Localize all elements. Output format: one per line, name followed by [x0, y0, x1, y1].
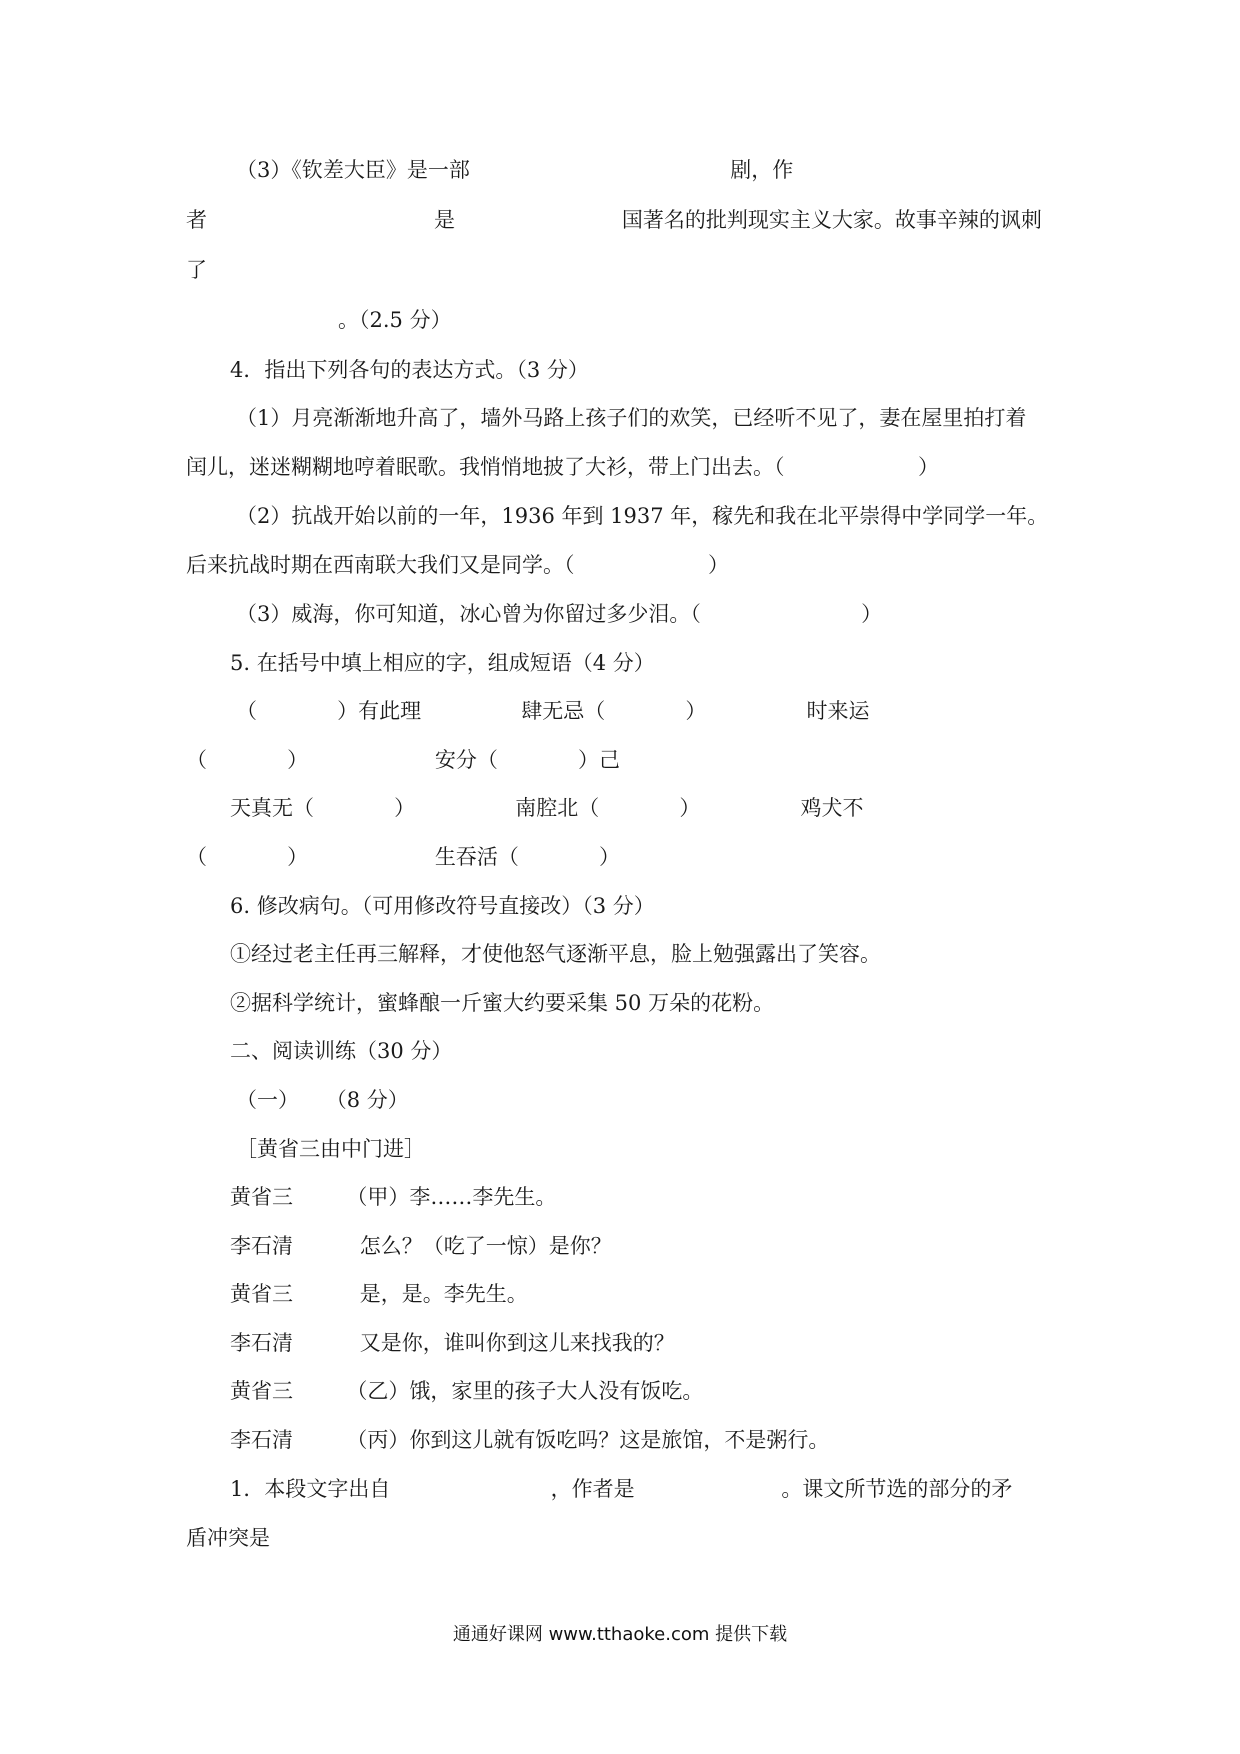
text-line-5: 4．指出下列各句的表达方式。（3 分）	[230, 358, 589, 382]
text-line-15: （ ） 生吞活（ ）	[186, 845, 621, 869]
text-line-28: 1．本段文字出自 ，作者是 。课文所节选的部分的矛	[230, 1477, 1013, 1501]
text-line-21: ［黄省三由中门进］	[236, 1137, 425, 1161]
text-line-4: 。（2.5 分）	[338, 308, 452, 332]
text-line-24: 黄省三 是，是。李先生。	[230, 1282, 528, 1306]
text-line-12: （ ）有此理 肆无忌（ ） 时来运	[236, 699, 870, 723]
text-line-26: 黄省三 （乙）饿，家里的孩子大人没有饭吃。	[230, 1379, 704, 1403]
text-line-25: 李石清 又是你，谁叫你到这儿来找我的？	[230, 1331, 675, 1355]
text-line-7: 闰儿，迷迷糊糊地哼着眠歌。我悄悄地披了大衫，带上门出去。（ ）	[186, 455, 940, 479]
text-line-17: ①经过老主任再三解释，才使他怒气逐渐平息，脸上勉强露出了笑容。	[230, 942, 881, 966]
text-line-18: ②据科学统计，蜜蜂酿一斤蜜大约要采集 50 万朵的花粉。	[230, 991, 775, 1015]
text-line-29: 盾冲突是	[186, 1526, 270, 1550]
text-line-22: 黄省三 （甲）李……李先生。	[230, 1185, 557, 1209]
text-line-27: 李石清 （丙）你到这儿就有饭吃吗？这是旅馆，不是粥行。	[230, 1428, 830, 1452]
text-line-9: 后来抗战时期在西南联大我们又是同学。（ ）	[186, 553, 730, 577]
text-line-6: （1）月亮渐渐地升高了，墙外马路上孩子们的欢笑，已经听不见了，妻在屋里拍打着	[236, 406, 1027, 430]
text-line-8: （2）抗战开始以前的一年，1936 年到 1937 年，稼先和我在北平崇得中学同学一年。	[236, 504, 1049, 528]
text-line-3: 了	[186, 258, 207, 282]
text-line-13: （ ） 安分（ ）己	[186, 748, 621, 772]
text-line-23: 李石清 怎么？（吃了一惊）是你？	[230, 1234, 612, 1258]
text-line-11: 5. 在括号中填上相应的字，组成短语（4 分）	[230, 651, 655, 675]
text-line-2: 者 是 国著名的批判现实主义大家。故事辛辣的讽刺	[186, 208, 1042, 232]
text-line-20: （一） （8 分）	[236, 1088, 409, 1112]
text-line-10: （3）威海，你可知道，冰心曾为你留过多少泪。（ ）	[236, 602, 883, 626]
text-line-14: 天真无（ ） 南腔北（ ） 鸡犬不	[230, 796, 864, 820]
text-line-19: 二、阅读训练（30 分）	[230, 1039, 453, 1063]
text-line-1: （3）《钦差大臣》是一部 剧，作	[236, 158, 794, 182]
text-line-16: 6. 修改病句。（可用修改符号直接改）（3 分）	[230, 894, 655, 918]
page-footer: 通通好课网 www.tthaoke.com 提供下载	[452, 1624, 788, 1645]
